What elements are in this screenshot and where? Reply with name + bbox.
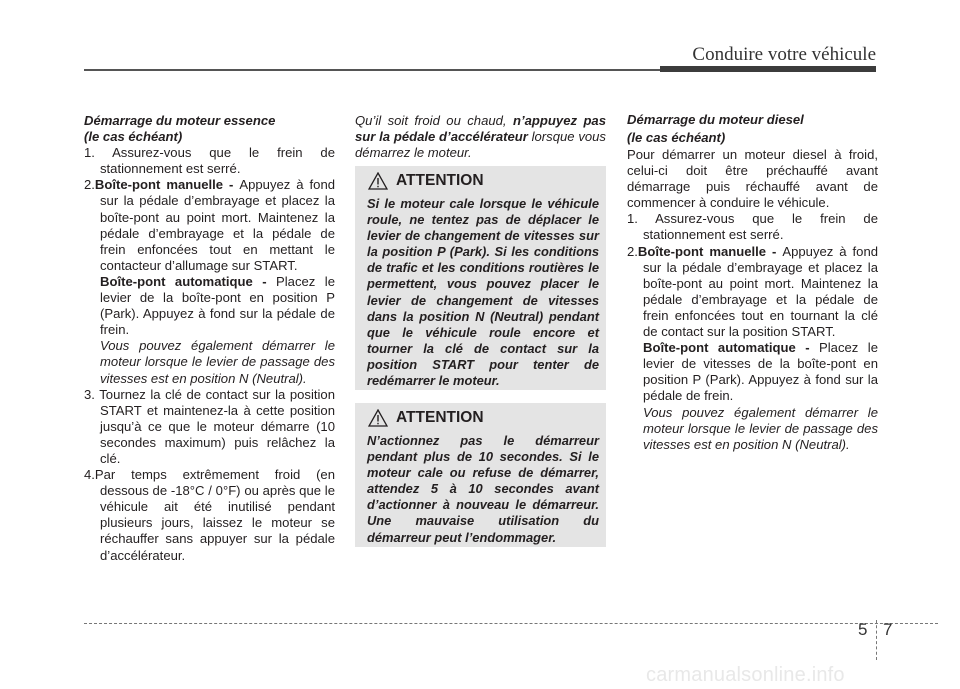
accelerator-advice [355,113,606,161]
diesel-heading [627,111,878,147]
diesel-manual-text: Appuyez à fond sur la pédale d’embrayage et placez la boîte-pont au point mort. Maintenez la pédale d’embrayage et la pédale de frein enfoncées tout en tournant la clé de contact sur la position START. [643,243,879,340]
header-rule-thick [660,66,876,72]
petrol-manual-text: Appuyez à fond sur la pédale d’embrayage et placez la boîte-pont au point mort. Maintenez la pédale d’embrayage et la pédale de frein enfoncées tout en mettant le contacteur d’allumage sur START. [100,177,336,273]
attention-title: ATTENTION [396,409,484,426]
attention-header [367,166,599,196]
petrol-step-4: 4.Par temps extrêmement froid (en dessous de -18°C / 0°F) ou après que le véhicule ait été inutilisé pendant plusieurs jours, laissez le moteur se réchauffer sans appuyer sur la pédale d’accélérateur. [84,467,335,563]
petrol-heading [84,113,335,145]
warning-triangle-icon [368,172,388,190]
diesel-heading-title: Démarrage du moteur diesel [627,112,804,127]
petrol-auto-text: Placez le levier de la boîte-pont en position P (Park). Appuyez à fond sur la pédale de frein. [100,273,335,338]
attention-box-stall [355,166,606,390]
attention-text: Si le moteur cale lorsque le véhicule roule, ne tentez pas de déplacer le levier de changement de vitesses sur la position P (Park). Si les conditions de trafic et les conditions routières le permettent, vous pouvez placer le levier de changement de vitesses dans la position N (Neutral) pendant que le véhicule roule encore et tourner la clé de contact sur la position START pour tenter de redémarrer le moteur. [367,196,599,389]
attention-title: ATTENTION [396,172,484,189]
column-warnings [355,113,606,161]
footer-dashed-rule [84,623,938,624]
petrol-note: Vous pouvez également démarrer le moteur lorsque le levier de passage des vitesses est en position N (Neutral). [100,338,335,386]
petrol-heading-title: Démarrage du moteur essence [84,113,276,128]
petrol-automatic [84,274,335,338]
petrol-auto-label: Boîte-pont automatique - [100,273,277,289]
diesel-intro: Pour démarrer un moteur diesel à froid, celui-ci doit être préchauffé avant démarrage puis réchauffé avant de commencer à conduire le véhicule. [627,147,878,211]
warning-triangle-icon [368,409,388,427]
petrol-step-3: 3. Tournez la clé de contact sur la position START et maintenez-la à cette position jusqu’à ce que le moteur démarre (10 secondes maximum) puis relâchez la clé. [84,386,335,466]
advice-italic: Qu’il soit froid ou chaud, [355,113,513,128]
page-number: 7 [883,620,893,639]
petrol-step-2 [84,177,335,274]
footer-separator [876,620,877,660]
attention-box-starter [355,403,606,547]
diesel-step-1: 1. Assurez-vous que le frein de stationnement est serré. [627,211,878,243]
column-petrol-start [84,113,335,564]
diesel-auto-text: Placez le levier de vitesses de la boîte-pont en position P (Park). Appuyez à fond sur la pédale de frein. [643,340,878,404]
attention-header [367,403,599,433]
diesel-step-2 [627,244,878,341]
diesel-auto-label: Boîte-pont automatique - [643,340,820,356]
header-rule-thin [84,69,664,71]
diesel-manual-label: Boîte-pont manuelle - [637,243,783,259]
petrol-heading-sub: (le cas échéant) [84,129,183,145]
diesel-heading-sub: (le cas échéant) [627,130,726,145]
attention-text: N’actionnez pas le démarreur pendant plus de 10 secondes. Si le moteur cale ou refuse de démarrer, attendez 5 à 10 secondes avant d’actionner à nouveau le démarreur. Une mauvaise utilisation du démarreur peut l’endommager. [367,433,599,545]
petrol-step-2-num: 2. [84,177,95,193]
diesel-automatic [627,340,878,404]
petrol-step-1: 1. Assurez-vous que le frein de stationnement est serré. [84,145,335,177]
watermark-text: carmanualsonline.info [646,664,845,686]
petrol-manual-label: Boîte-pont manuelle - [94,177,240,193]
diesel-step-2-num: 2. [627,243,638,259]
advice-end: lorsque vous démarrez le moteur. [355,129,606,161]
chapter-title: Conduire votre véhicule [692,44,876,65]
chapter-number: 5 [858,620,868,639]
column-diesel-start [627,111,878,453]
advice-bold: n’appuyez pas sur la pédale d’accélérateur [355,113,607,145]
diesel-note: Vous pouvez également démarrer le moteur lorsque le levier de passage des vitesses est en position N (Neutral). [643,404,878,452]
